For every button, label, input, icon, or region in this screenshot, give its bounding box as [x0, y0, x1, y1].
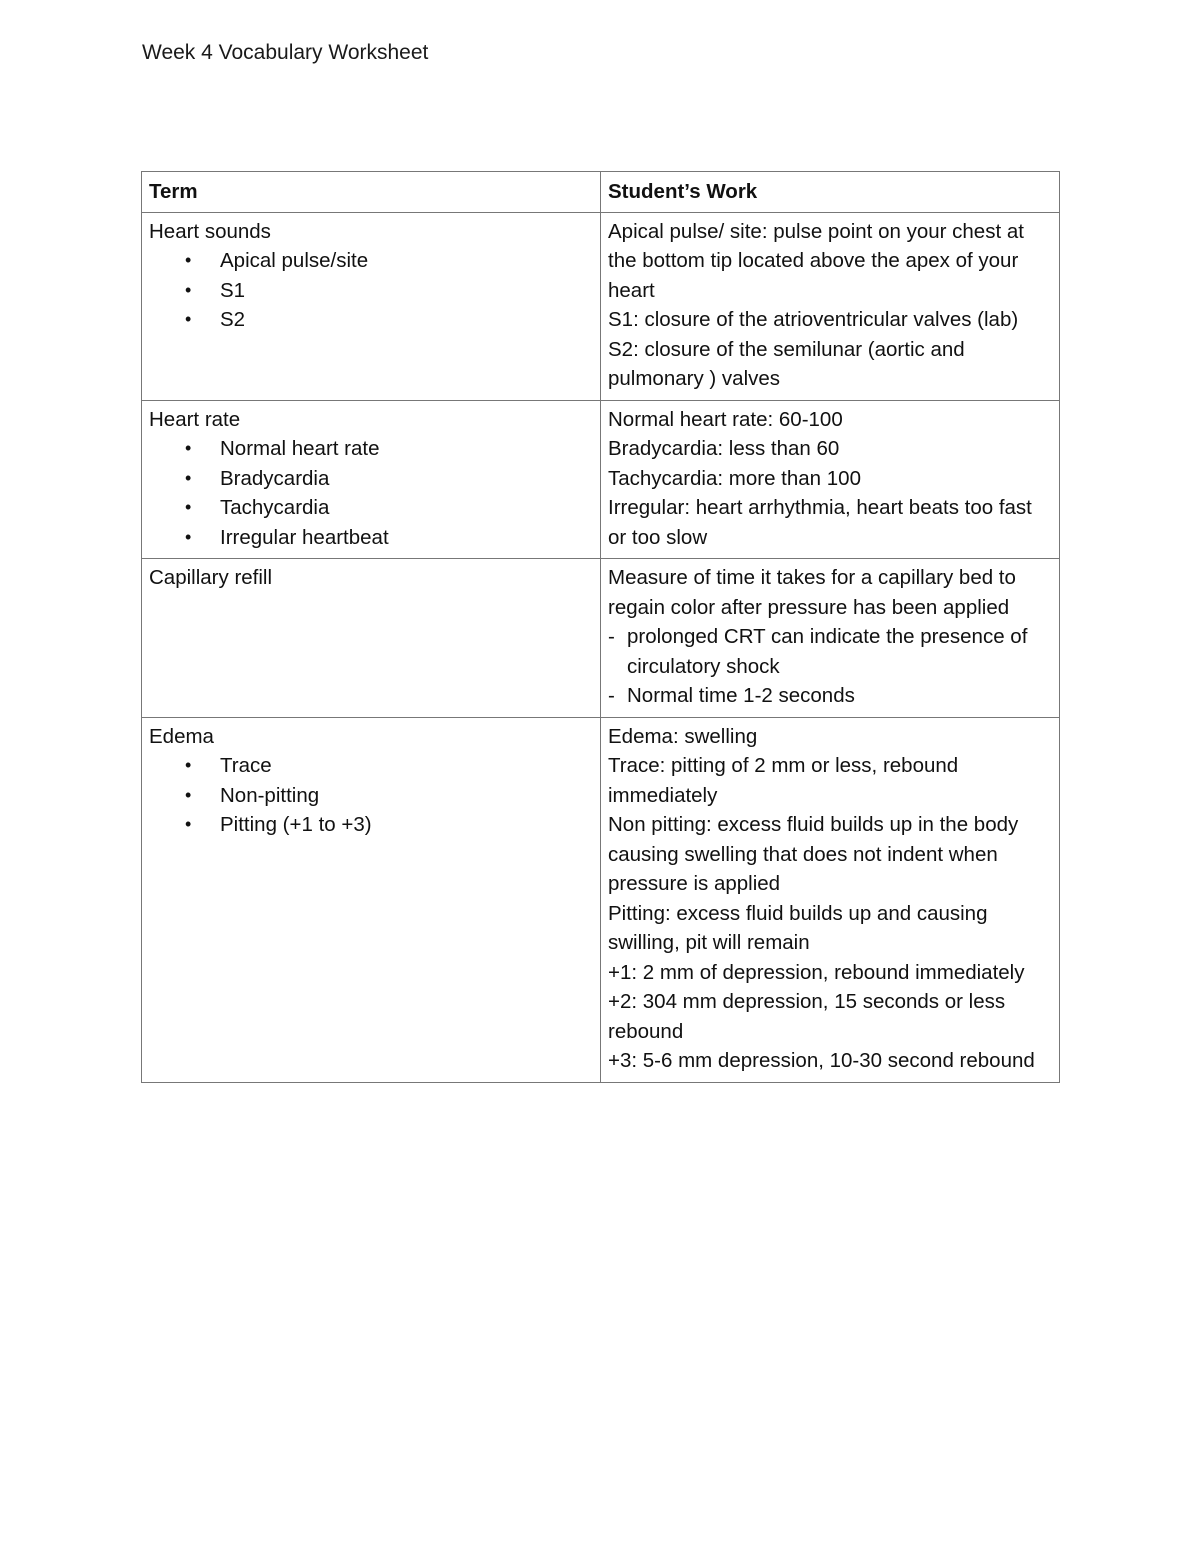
term-title: Heart rate: [149, 407, 241, 431]
work-line: Apical pulse/ site: pulse point on your chest at the bottom tip located above the apex of your heart: [608, 219, 1024, 302]
term-column-header: Term: [142, 172, 601, 213]
term-cell: [142, 400, 601, 559]
subterm-item: • Apical pulse/site: [220, 246, 594, 276]
work-line: +2: 304 mm depression, 15 seconds or less rebound: [608, 990, 1006, 1043]
subterm-item: • Irregular heartbeat: [220, 523, 594, 553]
subterm-item: • Tachycardia: [220, 493, 594, 523]
term-cell: [142, 559, 601, 718]
work-cell: [601, 717, 1060, 1082]
work-line: Bradycardia: less than 60: [608, 437, 840, 460]
term-cell: [142, 212, 601, 400]
subterm-item: • S2: [220, 305, 594, 335]
work-cell: [601, 400, 1060, 559]
work-cell: [601, 559, 1060, 718]
subterm-item: • S1: [220, 276, 594, 306]
work-line: Irregular: heart arrhythmia, heart beats too fast or too slow: [608, 496, 1032, 549]
work-line: +1: 2 mm of depression, rebound immediately: [608, 960, 1025, 984]
table-row: [142, 717, 1060, 1082]
work-line: Non pitting: excess fluid builds up in the body causing swelling that does not indent when pressure is applied: [608, 813, 1019, 895]
term-title: Edema: [149, 724, 214, 748]
term-cell: [142, 717, 601, 1082]
dash-list: [608, 622, 1053, 711]
table-row: [142, 400, 1060, 559]
subterm-list: [149, 751, 594, 840]
work-line: Trace: pitting of 2 mm or less, rebound immediately: [608, 754, 959, 807]
work-line: S2: closure of the semilunar (aortic and pulmonary ) valves: [608, 337, 965, 390]
term-title: Capillary refill: [149, 566, 273, 589]
subterm-item: • Non-pitting: [220, 781, 594, 811]
work-line: Normal heart rate: 60-100: [608, 407, 843, 431]
work-line: Measure of time it takes for a capillary bed to regain color after pressure has been applied: [608, 566, 1016, 619]
work-line: S1: closure of the atrioventricular valves (lab): [608, 308, 1019, 331]
subterm-list: [149, 434, 594, 552]
subterm-list: [149, 246, 594, 335]
work-line: Tachycardia: more than 100: [608, 466, 861, 490]
vocabulary-table: [141, 171, 1060, 1083]
table-row: [142, 559, 1060, 718]
work-line: Edema: swelling: [608, 724, 758, 748]
subterm-item: • Trace: [220, 751, 594, 781]
page-header: Week 4 Vocabulary Worksheet: [142, 41, 429, 64]
table-row: [142, 212, 1060, 400]
subterm-item: • Pitting (+1 to +3): [220, 810, 594, 840]
work-line: +3: 5-6 mm depression, 10-30 second rebound: [608, 1049, 1035, 1072]
work-column-header: Student’s Work: [601, 172, 1060, 213]
work-line: Pitting: excess fluid builds up and causing swilling, pit will remain: [608, 901, 988, 954]
work-cell: [601, 212, 1060, 400]
dash-item: - Normal time 1-2 seconds: [627, 681, 1053, 711]
dash-item: - prolonged CRT can indicate the presence of circulatory shock: [627, 622, 1053, 681]
subterm-item: • Normal heart rate: [220, 434, 594, 464]
subterm-item: • Bradycardia: [220, 464, 594, 494]
term-title: Heart sounds: [149, 219, 271, 243]
table-header-row: [142, 172, 1060, 213]
